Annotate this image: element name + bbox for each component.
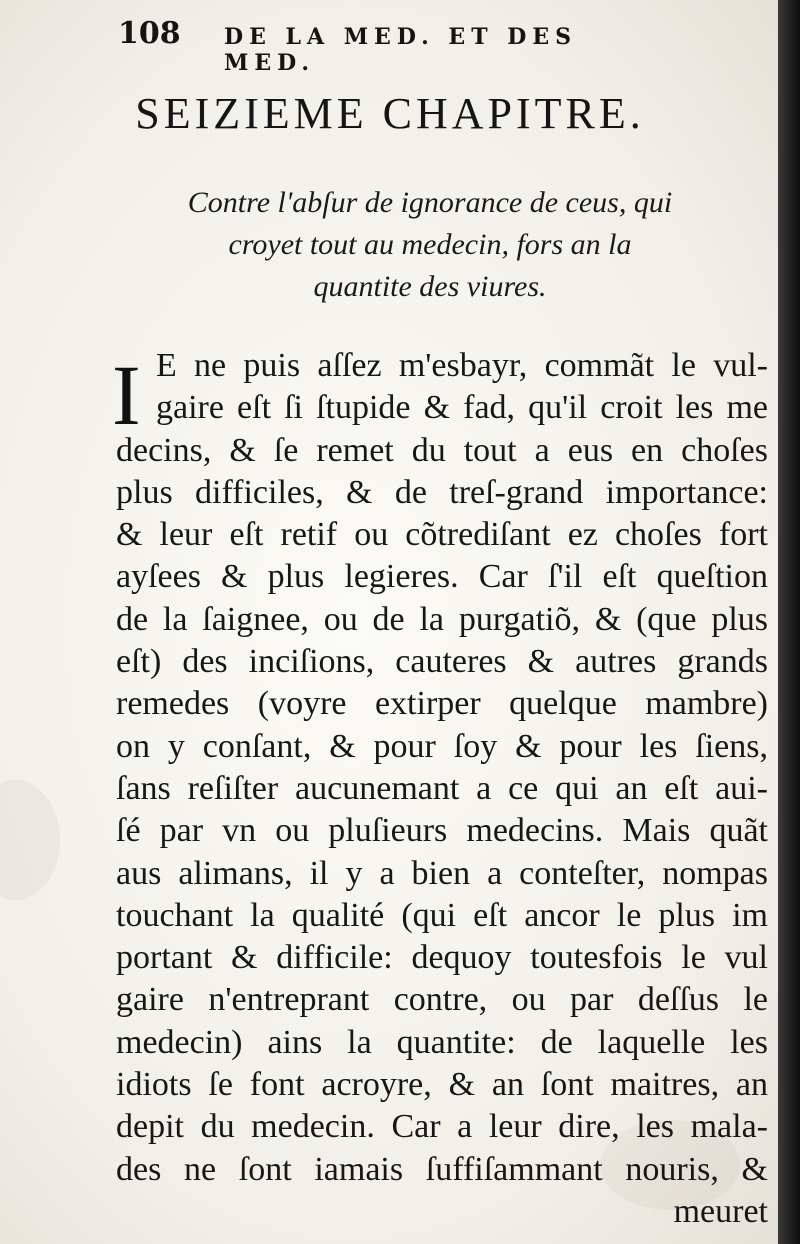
subtitle-line: Contre l'abſur de ignorance de ceus, qui [187, 186, 673, 219]
book-gutter-edge [778, 0, 800, 1244]
running-title: DE LA MED. ET DES MED. [224, 24, 577, 76]
body-line: depit du medecin. Car a leur dire, les mala- [116, 1108, 768, 1146]
body-line: touchant la qualité (qui eſt ancor le plus im [116, 896, 768, 934]
body-line: plus difficiles, & de treſ-grand importance: [116, 473, 768, 511]
catchword: meuret [673, 1192, 768, 1230]
body-line: des ne ſont iamais ſuffiſammant nouris, & [116, 1150, 768, 1188]
body-line: de la ſaignee, ou de la purgatiõ, & (que plus [116, 600, 768, 638]
body-line: gaire eſt ſi ſtupide & fad, qu'il croit les me [156, 389, 768, 427]
page-number: 108 [118, 16, 181, 51]
body-line: idiots ſe font acroyre, & an ſont maitres, an [116, 1066, 768, 1104]
subtitle-line: croyet tout au medecin, fors an la [228, 228, 632, 261]
page-stain [0, 780, 60, 900]
body-line: gaire n'entreprant contre, ou par deſſus le [116, 981, 768, 1019]
body-line: & leur eſt retif ou cõtrediſant ez choſes fort [116, 516, 768, 554]
subtitle-line: quantite des viures. [313, 270, 547, 303]
body-line: eſt) des inciſions, cauteres & autres grands [116, 643, 768, 681]
body-line: aus alimans, il y a bien a conteſter, nompas [116, 854, 768, 892]
running-head [118, 16, 678, 76]
body-line: decins, & ſe remet du tout a eus en choſes [116, 431, 768, 469]
body-line: ſans reſiſter aucunemant a ce qui an eſt aui- [116, 769, 768, 807]
body-line: remedes (voyre extirper quelque mambre) [116, 685, 768, 723]
chapter-title: SEIZIEME CHAPITRE. [135, 89, 645, 138]
body-line: medecin) ains la quantite: de laquelle les [116, 1023, 768, 1061]
body-text [116, 345, 768, 1233]
body-line: ſé par vn ou pluſieurs medecins. Mais quãt [116, 812, 768, 850]
drop-cap: I [112, 347, 141, 443]
body-line: ayſees & plus legieres. Car ſ'il eſt queſtion [116, 558, 768, 596]
body-line: on y conſant, & pour ſoy & pour les ſiens, [116, 727, 768, 765]
chapter-subtitle [0, 182, 780, 308]
body-line: portant & difficile: dequoy toutesfois le vul [116, 939, 768, 977]
body-line: E ne puis aſſez m'esbayr, commãt le vul- [156, 347, 768, 384]
